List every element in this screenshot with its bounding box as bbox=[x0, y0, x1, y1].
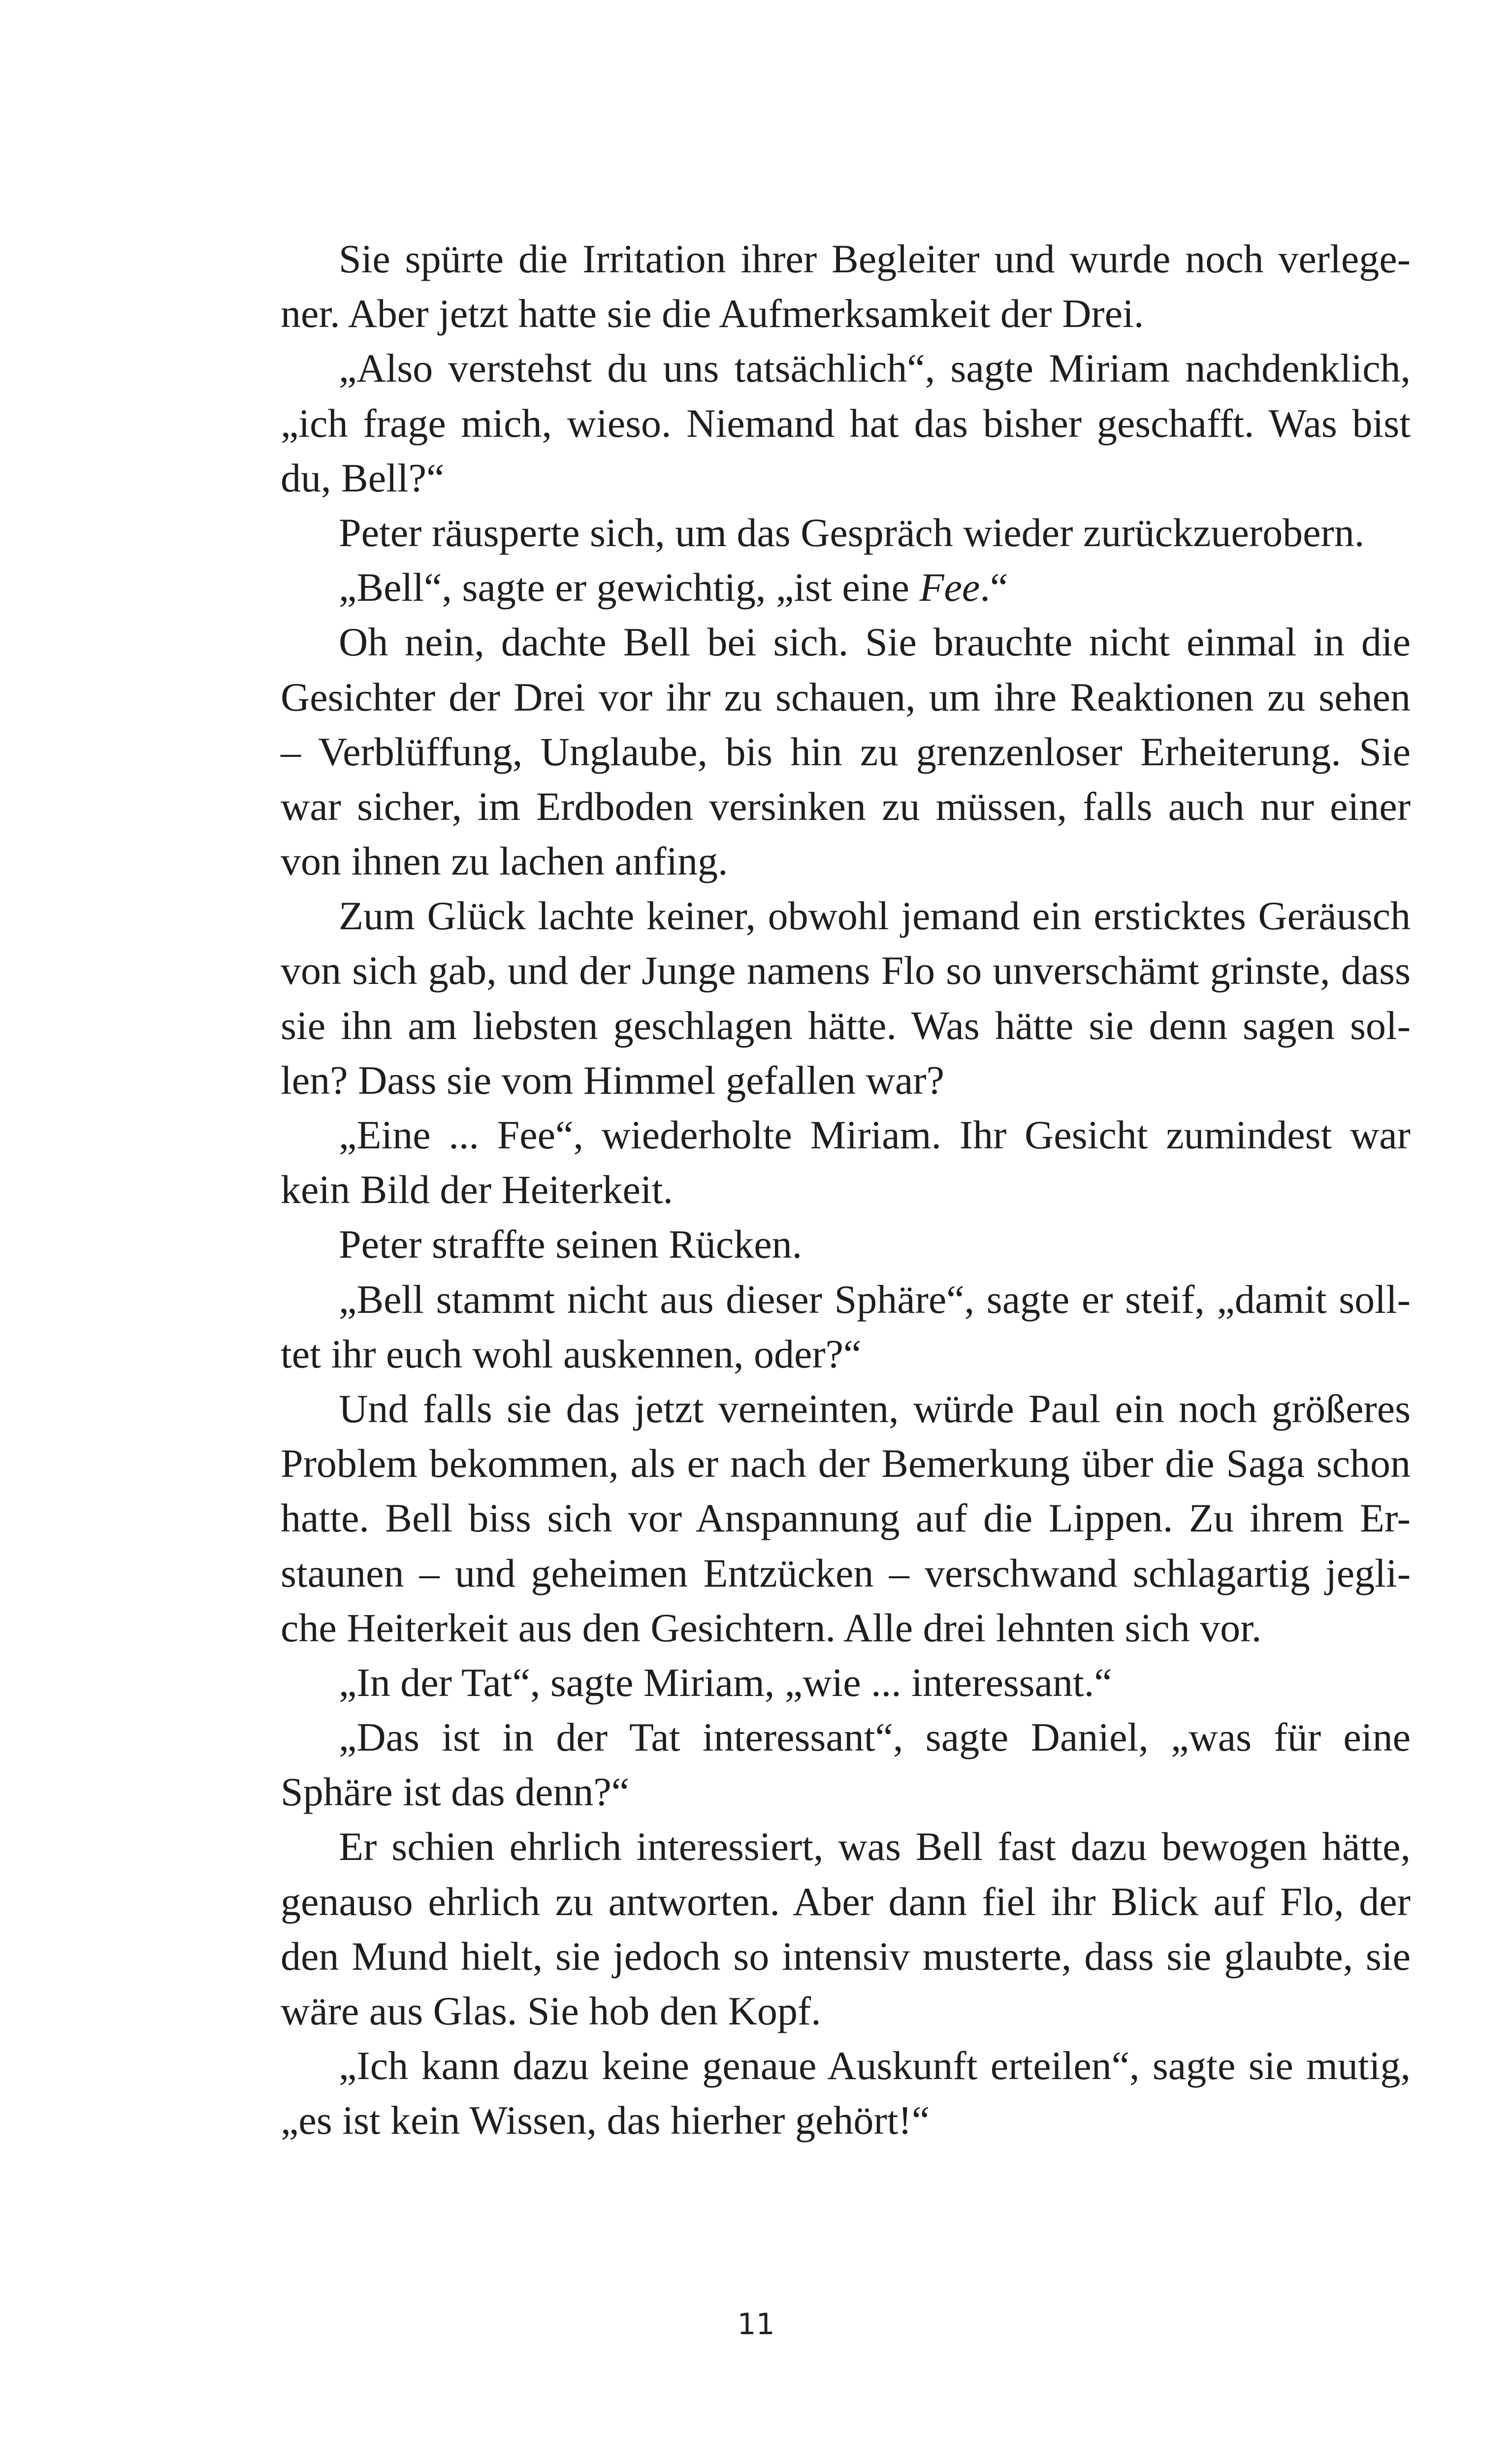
text-line: Peter straffte seinen Rücken. bbox=[339, 1222, 803, 1267]
paragraph bbox=[281, 1217, 1411, 1271]
text-line: kein Bild der Heiterkeit. bbox=[281, 1167, 673, 1212]
paragraph bbox=[281, 1272, 1411, 1381]
text-line: „In der Tat“, sagte Miriam, „wie ... interessant.“ bbox=[339, 1660, 1112, 1705]
text-line: len? Dass sie vom Himmel gefallen war? bbox=[281, 1057, 944, 1103]
paragraph bbox=[281, 1107, 1411, 1217]
body-text bbox=[281, 231, 1411, 2148]
paragraph bbox=[281, 341, 1411, 505]
paragraph bbox=[281, 1710, 1411, 1819]
text-line: che Heiterkeit aus den Gesichtern. Alle drei lehnten sich vor. bbox=[281, 1605, 1262, 1650]
text-line: Peter räusperte sich, um das Gespräch wieder zurückzuerobern. bbox=[339, 510, 1365, 555]
text-line: staunen – und geheimen Entzücken – verschwand schlagartig jegli- bbox=[281, 1550, 1411, 1596]
paragraph bbox=[281, 2038, 1411, 2148]
text-line: war sicher, im Erdboden versinken zu müssen, falls auch nur einer bbox=[281, 783, 1411, 829]
paragraph bbox=[281, 1819, 1411, 2038]
text-run: „Bell“, sagte er gewichtig, „ist eine bbox=[339, 565, 920, 610]
text-line: – Verblüffung, Unglaube, bis hin zu grenzenloser Erheiterung. Sie bbox=[281, 729, 1411, 774]
paragraph bbox=[281, 231, 1411, 341]
text-line: Er schien ehrlich interessiert, was Bell fast dazu bewogen hätte, bbox=[339, 1824, 1411, 1869]
paragraph bbox=[281, 560, 1411, 615]
text-line: hatte. Bell biss sich vor Anspannung auf die Lippen. Zu ihrem Er- bbox=[281, 1496, 1411, 1541]
page-number: 11 bbox=[737, 2307, 775, 2342]
text-line: ner. Aber jetzt hatte sie die Aufmerksamkeit der Drei. bbox=[281, 291, 1144, 336]
text-line: „es ist kein Wissen, das hierher gehört!“ bbox=[281, 2098, 930, 2143]
text-line: wäre aus Glas. Sie hob den Kopf. bbox=[281, 1988, 821, 2033]
text-line: Sphäre ist das denn?“ bbox=[281, 1769, 630, 1815]
paragraph bbox=[281, 505, 1411, 560]
text-line: Problem bekommen, als er nach der Bemerkung über die Saga schon bbox=[281, 1441, 1411, 1486]
paragraph bbox=[281, 888, 1411, 1107]
text-line: du, Bell?“ bbox=[281, 455, 445, 500]
text-line: „Bell stammt nicht aus dieser Sphäre“, sagte er steif, „damit soll- bbox=[339, 1276, 1411, 1322]
text-line: „Ich kann dazu keine genaue Auskunft erteilen“, sagte sie mutig, bbox=[339, 2043, 1411, 2088]
text-line: Und falls sie das jetzt verneinten, würde Paul ein noch größeres bbox=[339, 1386, 1411, 1431]
text-line: den Mund hielt, sie jedoch so intensiv musterte, dass sie glaubte, sie bbox=[281, 1933, 1411, 1979]
text-line: Oh nein, dachte Bell bei sich. Sie brauchte nicht einmal in die bbox=[339, 619, 1411, 665]
text-line: Gesichter der Drei vor ihr zu schauen, um ihre Reaktionen zu sehen bbox=[281, 674, 1411, 719]
text-line: „Also verstehst du uns tatsächlich“, sagte Miriam nachdenklich, bbox=[339, 346, 1411, 391]
paragraph bbox=[281, 1381, 1411, 1655]
text-line: Zum Glück lachte keiner, obwohl jemand ein ersticktes Geräusch bbox=[339, 893, 1411, 939]
text-run: .“ bbox=[980, 565, 1008, 610]
text-line: sie ihn am liebsten geschlagen hätte. Was hätte sie denn sagen sol- bbox=[281, 1003, 1411, 1048]
text-line: „Das ist in der Tat interessant“, sagte Daniel, „was für eine bbox=[339, 1715, 1411, 1760]
paragraph bbox=[281, 615, 1411, 888]
text-line: Sie spürte die Irritation ihrer Begleiter und wurde noch verlege- bbox=[339, 236, 1411, 281]
paragraph bbox=[281, 1655, 1411, 1710]
text-line: genauso ehrlich zu antworten. Aber dann fiel ihr Blick auf Flo, der bbox=[281, 1879, 1411, 1924]
text-line: von sich gab, und der Junge namens Flo so unverschämt grinste, dass bbox=[281, 948, 1411, 993]
text-line: von ihnen zu lachen anfing. bbox=[281, 839, 728, 884]
text-line bbox=[281, 560, 1411, 615]
italic-word: Fee bbox=[919, 565, 980, 610]
text-line: tet ihr euch wohl auskennen, oder?“ bbox=[281, 1331, 862, 1376]
text-line: „Eine ... Fee“, wiederholte Miriam. Ihr Gesicht zumindest war bbox=[339, 1112, 1411, 1157]
text-line: „ich frage mich, wieso. Niemand hat das bisher geschafft. Was bist bbox=[281, 400, 1411, 446]
